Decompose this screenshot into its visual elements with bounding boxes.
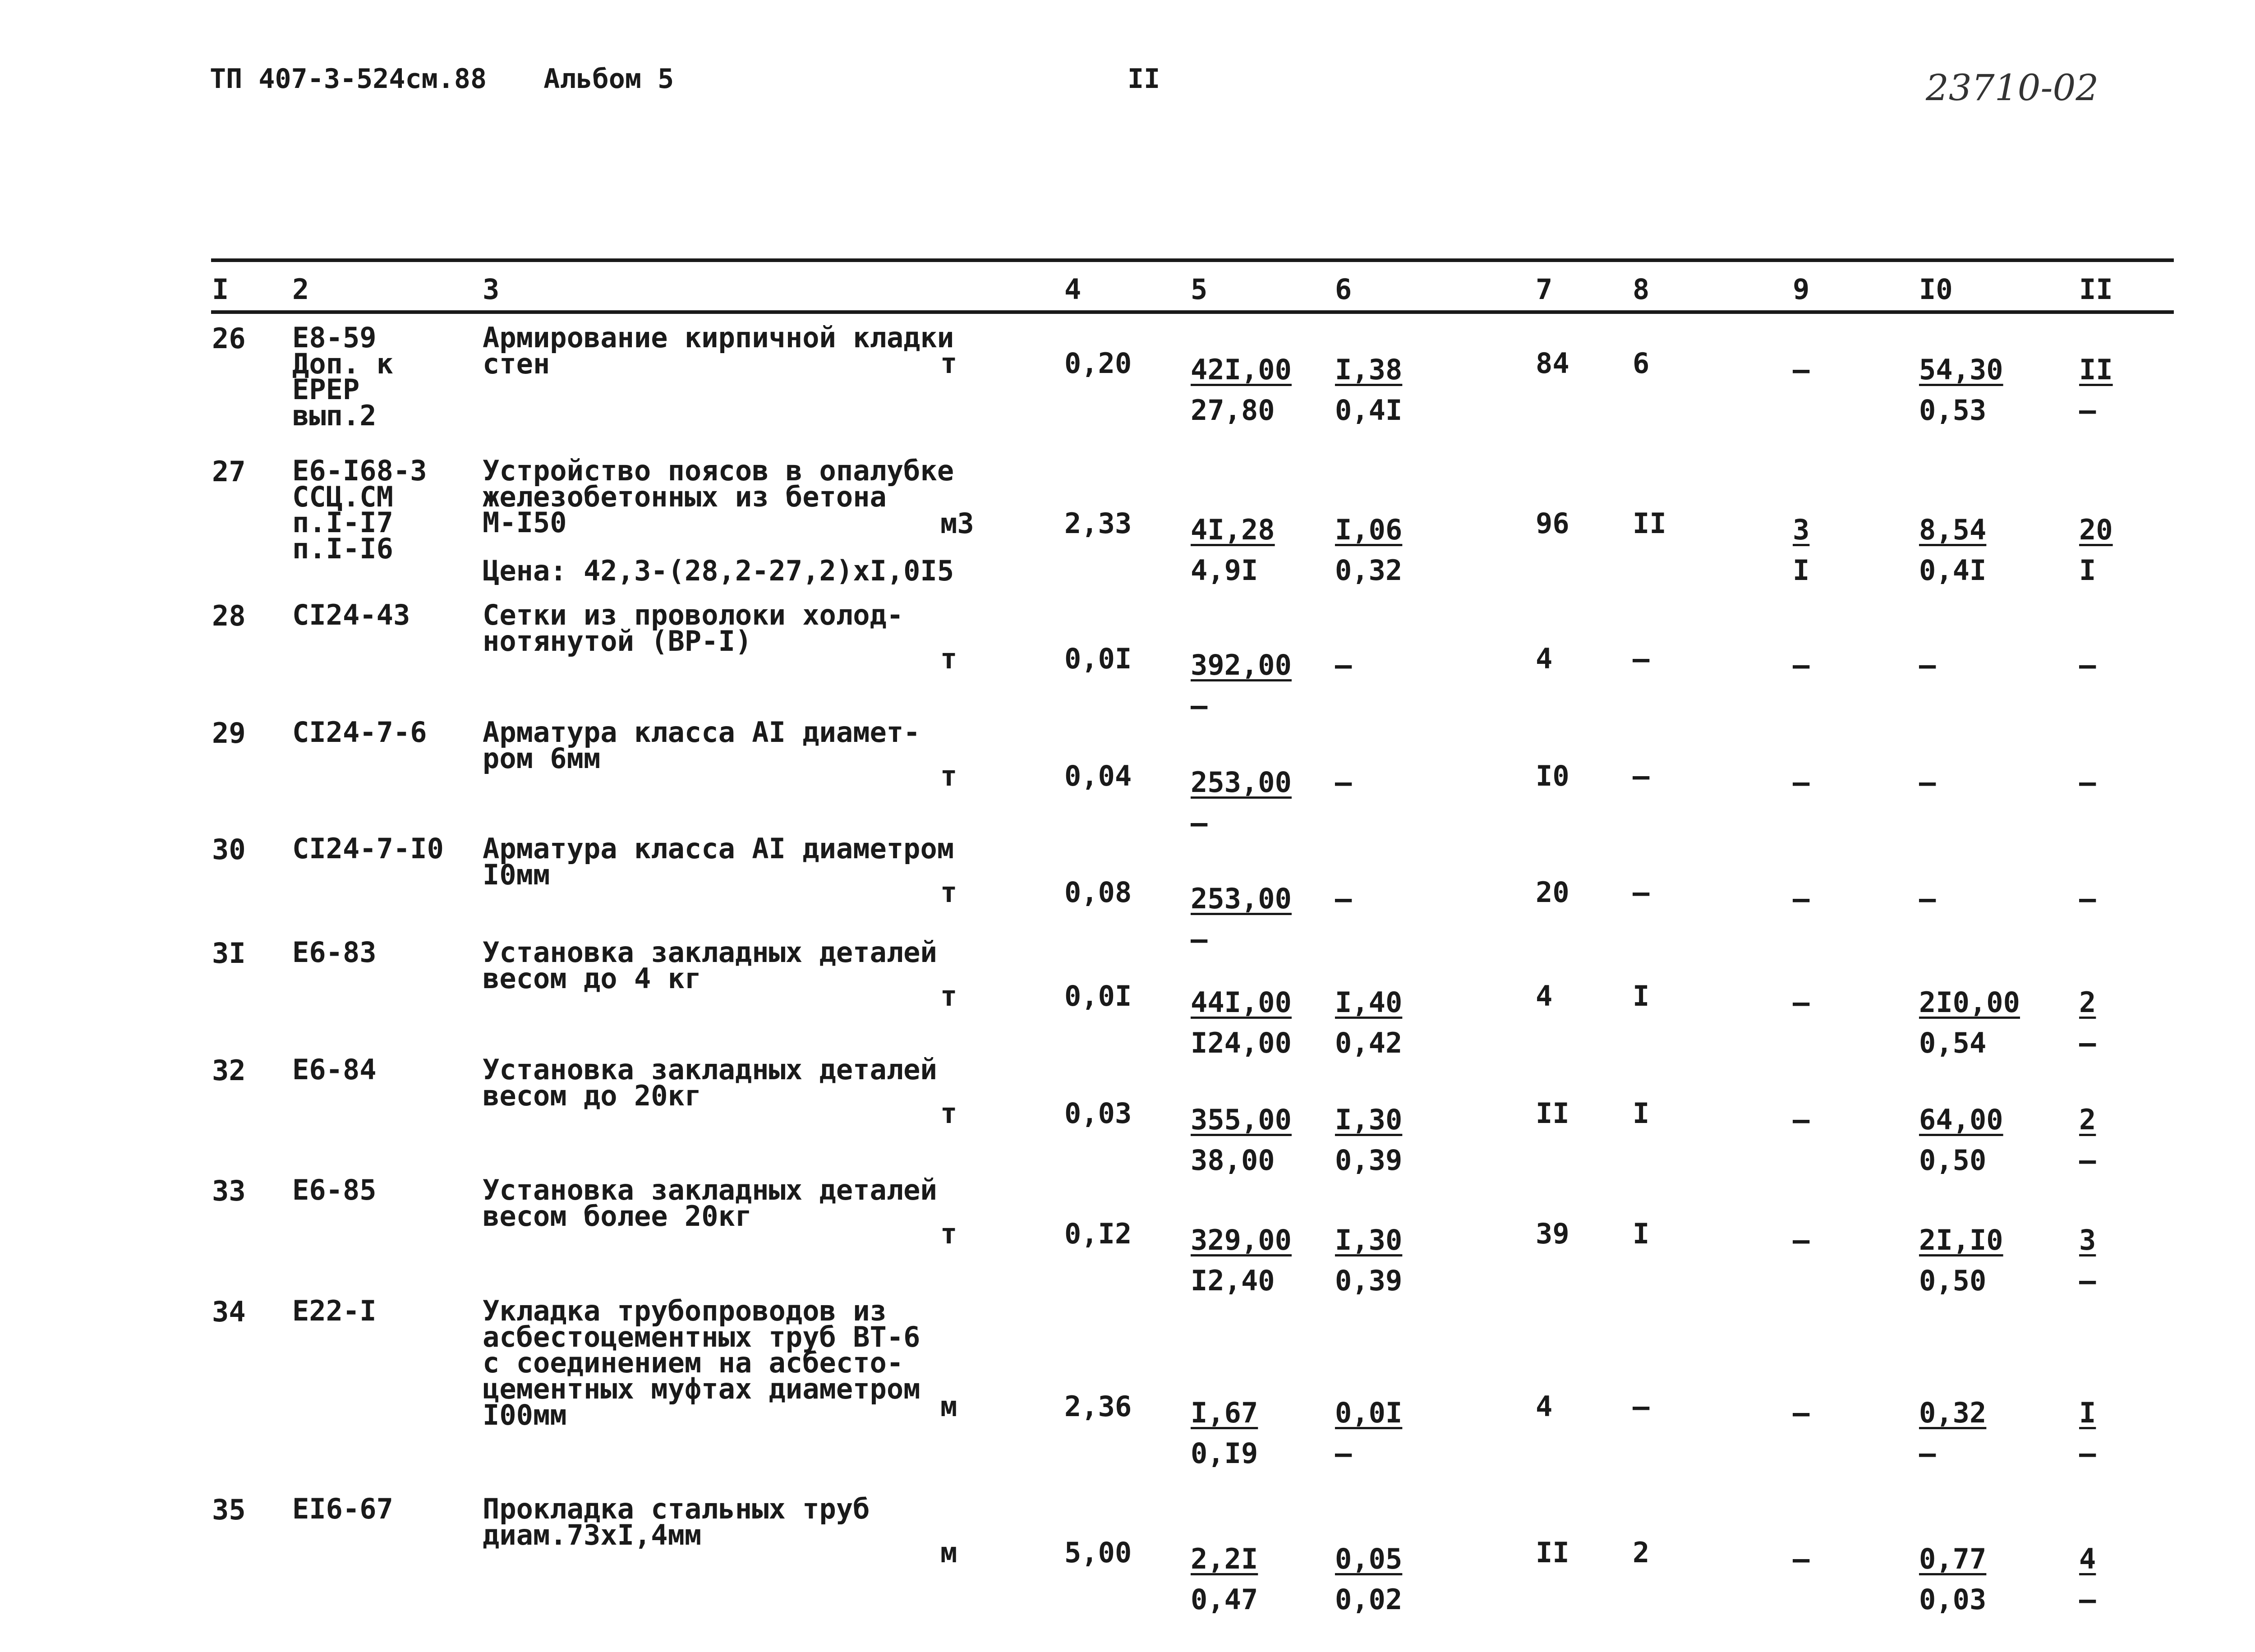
unit-cost-denominator: I2,40 xyxy=(1191,1264,1275,1297)
col10-value-denominator: 0,4I xyxy=(1919,553,1987,587)
operating-cost-denominator: 0,42 xyxy=(1335,1026,1403,1059)
quantity: 0,03 xyxy=(1064,1097,1132,1130)
unit-cost xyxy=(1191,762,1292,843)
col10-value xyxy=(1919,762,1936,803)
unit-cost-denominator: 0,I9 xyxy=(1191,1436,1258,1470)
col9-value xyxy=(1793,1220,1809,1261)
operating-cost-numerator: – xyxy=(1335,649,1352,681)
col10-value-numerator: 0,32 xyxy=(1919,1396,1987,1429)
col7-value: 4 xyxy=(1536,1390,1553,1423)
col7-value: I0 xyxy=(1536,759,1569,792)
col11-value-denominator: – xyxy=(2079,1264,2096,1297)
unit-cost xyxy=(1191,645,1292,726)
work-description: Установка закладных деталей весом до 20кг xyxy=(483,1053,937,1112)
unit-cost xyxy=(1191,510,1275,591)
work-description: Армирование кирпичной кладки стен xyxy=(483,321,954,380)
operating-cost-numerator: – xyxy=(1335,882,1352,915)
operating-cost-numerator: I,30 xyxy=(1335,1224,1403,1256)
col10-value-denominator: – xyxy=(1919,1436,1936,1470)
col11-value-numerator: 20 xyxy=(2079,513,2113,546)
col9-value xyxy=(1793,645,1809,686)
unit: т xyxy=(940,642,957,675)
col11-value xyxy=(2079,1100,2096,1181)
col10-value-numerator: 54,30 xyxy=(1919,353,2003,386)
operating-cost xyxy=(1335,1220,1402,1301)
operating-cost xyxy=(1335,982,1402,1063)
operating-cost-numerator: I,30 xyxy=(1335,1103,1403,1136)
norm-code: Е6-85 xyxy=(292,1173,377,1206)
col11-value xyxy=(2079,1539,2096,1620)
col9-value-numerator: – xyxy=(1793,766,1810,799)
col8-value: – xyxy=(1633,1390,1650,1423)
col10-value-denominator: 0,03 xyxy=(1919,1583,1987,1616)
col9-value xyxy=(1793,762,1809,803)
col10-value xyxy=(1919,645,1936,686)
unit-cost-denominator: – xyxy=(1191,806,1208,839)
row-number: 26 xyxy=(212,322,246,355)
work-description: Арматура класса АI диамет- ром 6мм xyxy=(483,716,920,775)
col8-value: – xyxy=(1633,876,1650,909)
col11-value-numerator: 3 xyxy=(2079,1224,2096,1256)
row-number: 33 xyxy=(212,1174,246,1207)
col10-value-denominator: 0,50 xyxy=(1919,1264,1987,1297)
work-description: Прокладка стальных труб диам.73хI,4мм xyxy=(483,1492,870,1551)
operating-cost-denominator: 0,39 xyxy=(1335,1264,1403,1297)
operating-cost-numerator: I,38 xyxy=(1335,353,1403,386)
col9-value xyxy=(1793,510,1809,591)
col11-value xyxy=(2079,645,2096,686)
column-header-9: 9 xyxy=(1793,273,1810,306)
col11-value-denominator: – xyxy=(2079,1436,2096,1470)
unit-cost-denominator: – xyxy=(1191,689,1208,722)
col7-value: 4 xyxy=(1536,642,1553,675)
col11-value xyxy=(2079,982,2096,1063)
page-number: II xyxy=(1128,63,1160,95)
column-header-2: 2 xyxy=(292,273,309,306)
unit-cost-denominator: 38,00 xyxy=(1191,1143,1275,1177)
table-top-rule xyxy=(211,258,2174,262)
row-number: 29 xyxy=(212,717,246,750)
unit-cost-numerator: 329,00 xyxy=(1191,1224,1292,1256)
col9-value-numerator: – xyxy=(1793,1103,1810,1136)
col7-value: 96 xyxy=(1536,507,1569,540)
quantity: 0,I2 xyxy=(1064,1217,1132,1250)
col7-value: 4 xyxy=(1536,980,1553,1012)
column-header-4: 4 xyxy=(1064,273,1081,306)
operating-cost xyxy=(1335,645,1352,686)
quantity: 0,0I xyxy=(1064,980,1132,1012)
column-header-8: 8 xyxy=(1633,273,1650,306)
col9-value-numerator: – xyxy=(1793,1224,1810,1256)
col11-value xyxy=(2079,1220,2096,1301)
row-number: 34 xyxy=(212,1295,246,1328)
quantity: 0,0I xyxy=(1064,642,1132,675)
col8-value: 6 xyxy=(1633,347,1650,380)
col10-value-numerator: – xyxy=(1919,649,1936,681)
column-header-11: II xyxy=(2079,273,2113,306)
work-description: Устройство поясов в опалубке железобетонных из бетона М-I50 xyxy=(483,454,954,539)
album-label: Альбом 5 xyxy=(543,63,674,95)
quantity: 2,36 xyxy=(1064,1390,1132,1423)
quantity: 2,33 xyxy=(1064,507,1132,540)
row-number: 27 xyxy=(212,455,246,488)
unit: т xyxy=(940,759,957,792)
unit-cost-numerator: 253,00 xyxy=(1191,766,1292,799)
quantity: 5,00 xyxy=(1064,1536,1132,1569)
column-header-7: 7 xyxy=(1536,273,1553,306)
col11-value-numerator: 2 xyxy=(2079,986,2096,1019)
operating-cost-numerator: I,06 xyxy=(1335,513,1403,546)
unit-cost-numerator: 2,2I xyxy=(1191,1542,1258,1575)
work-description: Сетки из проволоки холод- нотянутой (ВР-I) xyxy=(483,598,904,658)
operating-cost xyxy=(1335,350,1402,431)
col8-value: II xyxy=(1633,507,1666,540)
operating-cost xyxy=(1335,1100,1402,1181)
price-note: Цена: 42,3-(28,2-27,2)хI,0I5 xyxy=(483,554,954,587)
norm-code: Е6-83 xyxy=(292,936,377,969)
col10-value-numerator: 8,54 xyxy=(1919,513,1987,546)
unit-cost-numerator: 44I,00 xyxy=(1191,986,1292,1019)
unit-cost xyxy=(1191,1539,1258,1620)
col7-value: 84 xyxy=(1536,347,1569,380)
unit: м xyxy=(940,1536,957,1569)
col10-value xyxy=(1919,1220,2003,1301)
col8-value: – xyxy=(1633,759,1650,792)
unit-cost xyxy=(1191,350,1292,431)
col9-value-denominator: I xyxy=(1793,553,1810,587)
col10-value xyxy=(1919,1100,2003,1181)
col9-value xyxy=(1793,1100,1809,1140)
operating-cost-numerator: – xyxy=(1335,766,1352,799)
col11-value-numerator: – xyxy=(2079,882,2096,915)
operating-cost xyxy=(1335,762,1352,803)
unit-cost xyxy=(1191,1393,1258,1474)
col11-value-numerator: – xyxy=(2079,766,2096,799)
quantity: 0,08 xyxy=(1064,876,1132,909)
col10-value xyxy=(1919,982,2020,1063)
col10-value xyxy=(1919,1539,1986,1620)
unit: т xyxy=(940,1097,957,1130)
col10-value-numerator: – xyxy=(1919,766,1936,799)
unit: т xyxy=(940,980,957,1012)
col11-value-numerator: 2 xyxy=(2079,1103,2096,1136)
col8-value: I xyxy=(1633,1217,1650,1250)
col11-value-denominator: – xyxy=(2079,1026,2096,1059)
column-header-3: 3 xyxy=(483,273,500,306)
col9-value xyxy=(1793,1539,1809,1579)
operating-cost-numerator: 0,05 xyxy=(1335,1542,1403,1575)
operating-cost xyxy=(1335,879,1352,919)
unit-cost xyxy=(1191,982,1292,1063)
col10-value-numerator: 2I0,00 xyxy=(1919,986,2020,1019)
col9-value-numerator: – xyxy=(1793,353,1810,386)
norm-code: Е6-I68-3 ССЦ.СМ п.I-I7 п.I-I6 xyxy=(292,454,427,565)
col9-value-numerator: – xyxy=(1793,649,1810,681)
work-description: Укладка трубопроводов из асбестоцементных труб ВТ-6 с соединением на асбесто- цементных муфтах диаметром I00мм xyxy=(483,1294,920,1431)
work-description: Установка закладных деталей весом до 4 кг xyxy=(483,936,937,995)
row-number: 30 xyxy=(212,833,246,866)
operating-cost xyxy=(1335,1539,1402,1620)
table-header-rule xyxy=(211,310,2174,314)
unit: м3 xyxy=(940,507,974,540)
norm-code: Е8-59 Доп. к ЕРЕР вып.2 xyxy=(292,321,393,432)
unit-cost-numerator: 42I,00 xyxy=(1191,353,1292,386)
col10-value xyxy=(1919,879,1936,919)
operating-cost-denominator: 0,32 xyxy=(1335,553,1403,587)
unit-cost-denominator: 0,47 xyxy=(1191,1583,1258,1616)
col9-value-numerator: – xyxy=(1793,986,1810,1019)
quantity: 0,20 xyxy=(1064,347,1132,380)
document-header xyxy=(210,63,714,95)
norm-code: СI24-7-I0 xyxy=(292,832,444,865)
col11-value-denominator: – xyxy=(2079,1583,2096,1616)
col10-value-numerator: 0,77 xyxy=(1919,1542,1987,1575)
col10-value-denominator: 0,50 xyxy=(1919,1143,1987,1177)
col11-value xyxy=(2079,879,2096,919)
unit: т xyxy=(940,347,957,380)
unit-cost xyxy=(1191,1220,1292,1301)
col11-value-numerator: I xyxy=(2079,1396,2096,1429)
doc-code: ТП 407-3-524см.88 xyxy=(210,63,487,95)
col7-value: 39 xyxy=(1536,1217,1569,1250)
col9-value-numerator: – xyxy=(1793,1396,1810,1429)
col11-value-numerator: 4 xyxy=(2079,1542,2096,1575)
quantity: 0,04 xyxy=(1064,759,1132,792)
col7-value: II xyxy=(1536,1097,1569,1130)
operating-cost-numerator: I,40 xyxy=(1335,986,1403,1019)
unit-cost-numerator: 4I,28 xyxy=(1191,513,1275,546)
col11-value-numerator: – xyxy=(2079,649,2096,681)
unit-cost xyxy=(1191,879,1292,960)
row-number: 35 xyxy=(212,1493,246,1526)
col9-value xyxy=(1793,1393,1809,1433)
col11-value-numerator: II xyxy=(2079,353,2113,386)
unit-cost-numerator: 392,00 xyxy=(1191,649,1292,681)
row-number: 28 xyxy=(212,599,246,632)
col11-value-denominator: I xyxy=(2079,553,2096,587)
column-header-6: 6 xyxy=(1335,273,1352,306)
col10-value xyxy=(1919,350,2003,431)
col9-value xyxy=(1793,982,1809,1023)
unit-cost-numerator: 355,00 xyxy=(1191,1103,1292,1136)
column-header-5: 5 xyxy=(1191,273,1208,306)
work-description: Арматура класса АI диаметром I0мм xyxy=(483,832,954,891)
operating-cost-denominator: 0,02 xyxy=(1335,1583,1403,1616)
col8-value: I xyxy=(1633,980,1650,1012)
norm-code: СI24-7-6 xyxy=(292,716,427,749)
operating-cost-denominator: 0,4I xyxy=(1335,393,1403,427)
col7-value: II xyxy=(1536,1536,1569,1569)
col11-value-denominator: – xyxy=(2079,1143,2096,1177)
col10-value-denominator: 0,53 xyxy=(1919,393,1987,427)
col9-value xyxy=(1793,879,1809,919)
unit-cost-denominator: 4,9I xyxy=(1191,553,1258,587)
col10-value xyxy=(1919,510,1986,591)
col9-value-numerator: – xyxy=(1793,1542,1810,1575)
col11-value xyxy=(2079,510,2113,591)
col9-value-numerator: 3 xyxy=(1793,513,1810,546)
unit: т xyxy=(940,1217,957,1250)
col9-value-numerator: – xyxy=(1793,882,1810,915)
operating-cost-numerator: 0,0I xyxy=(1335,1396,1403,1429)
operating-cost xyxy=(1335,1393,1402,1474)
norm-code: ЕI6-67 xyxy=(292,1492,393,1525)
unit-cost-numerator: 253,00 xyxy=(1191,882,1292,915)
col10-value-numerator: 64,00 xyxy=(1919,1103,2003,1136)
operating-cost xyxy=(1335,510,1402,591)
unit-cost-denominator: – xyxy=(1191,922,1208,956)
norm-code: Е6-84 xyxy=(292,1053,377,1086)
col7-value: 20 xyxy=(1536,876,1569,909)
col11-value-denominator: – xyxy=(2079,393,2096,427)
norm-code: Е22-I xyxy=(292,1294,377,1327)
unit-cost-denominator: I24,00 xyxy=(1191,1026,1292,1059)
unit: м xyxy=(940,1390,957,1423)
col8-value: I xyxy=(1633,1097,1650,1130)
column-header-1: I xyxy=(212,273,229,306)
unit-cost-numerator: I,67 xyxy=(1191,1396,1258,1429)
col9-value xyxy=(1793,350,1809,390)
col10-value-numerator: – xyxy=(1919,882,1936,915)
work-description: Установка закладных деталей весом более 20кг xyxy=(483,1173,937,1233)
col11-value xyxy=(2079,1393,2096,1474)
column-header-10: I0 xyxy=(1919,273,1953,306)
row-number: 3I xyxy=(212,937,246,970)
norm-code: СI24-43 xyxy=(292,598,410,631)
operating-cost-denominator: 0,39 xyxy=(1335,1143,1403,1177)
operating-cost-denominator: – xyxy=(1335,1436,1352,1470)
col10-value xyxy=(1919,1393,1986,1474)
col10-value-denominator: 0,54 xyxy=(1919,1026,1987,1059)
col11-value xyxy=(2079,350,2113,431)
row-number: 32 xyxy=(212,1054,246,1087)
col8-value: – xyxy=(1633,642,1650,675)
col8-value: 2 xyxy=(1633,1536,1650,1569)
unit-cost xyxy=(1191,1100,1292,1181)
unit: т xyxy=(940,876,957,909)
archive-number: 23710-02 xyxy=(1926,67,2099,109)
col11-value xyxy=(2079,762,2096,803)
unit-cost-denominator: 27,80 xyxy=(1191,393,1275,427)
col10-value-numerator: 2I,I0 xyxy=(1919,1224,2003,1256)
